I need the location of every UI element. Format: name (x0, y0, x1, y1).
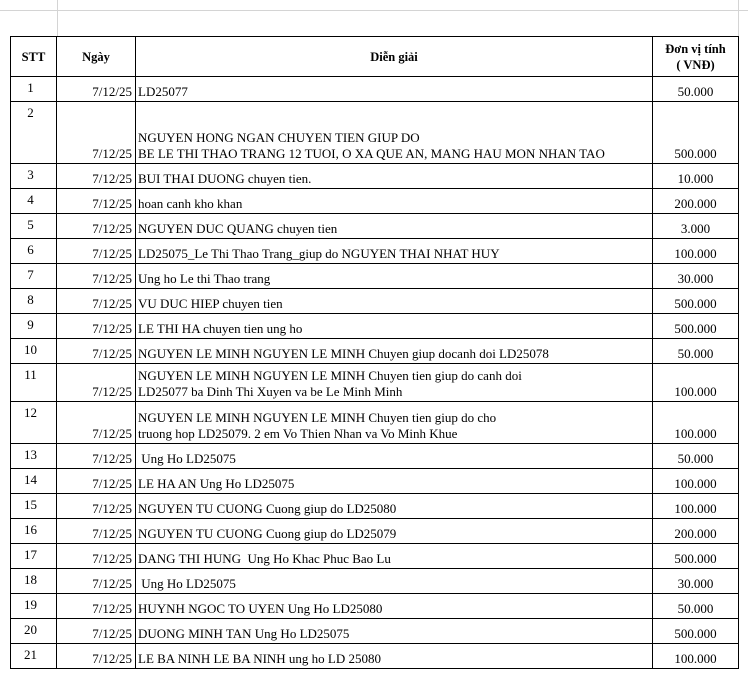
header-stt: STT (11, 37, 57, 77)
header-amount-currency: ( VNĐ) (676, 57, 715, 72)
table-row (11, 594, 739, 619)
header-amount (653, 37, 739, 77)
row-date: 7/12/25 (57, 402, 136, 444)
row-description (136, 239, 653, 264)
row-description (136, 594, 653, 619)
row-amount: 500.000 (653, 314, 739, 339)
header-row (11, 37, 739, 77)
row-description-line: BE LE THI THAO TRANG 12 TUOI, O XA QUE AN, MANG HAU MON NHAN TAO (138, 146, 605, 161)
row-date: 7/12/25 (57, 569, 136, 594)
row-amount: 50.000 (653, 444, 739, 469)
row-date: 7/12/25 (57, 644, 136, 669)
row-description-line: Ung ho Le thi Thao trang (138, 271, 271, 286)
row-description-line: DUONG MINH TAN Ung Ho LD25075 (138, 626, 350, 641)
row-stt: 4 (11, 189, 57, 214)
row-date: 7/12/25 (57, 444, 136, 469)
row-amount: 100.000 (653, 402, 739, 444)
row-stt: 15 (11, 494, 57, 519)
row-description-line: Ung Ho LD25075 (138, 576, 236, 591)
table-row (11, 469, 739, 494)
row-description-line: LE BA NINH LE BA NINH ung ho LD 25080 (138, 651, 382, 666)
spreadsheet-top-gridlines (0, 0, 748, 36)
row-amount: 500.000 (653, 619, 739, 644)
row-stt: 9 (11, 314, 57, 339)
row-date: 7/12/25 (57, 239, 136, 264)
row-amount: 100.000 (653, 469, 739, 494)
gridline (57, 0, 58, 36)
table-row (11, 264, 739, 289)
table-row (11, 214, 739, 239)
table-row (11, 189, 739, 214)
row-description (136, 402, 653, 444)
row-description-line: LE THI HA chuyen tien ung ho (138, 321, 303, 336)
row-description-line: NGUYEN DUC QUANG chuyen tien (138, 221, 338, 236)
row-description (136, 339, 653, 364)
row-amount: 100.000 (653, 644, 739, 669)
row-description (136, 644, 653, 669)
row-description-line: NGUYEN TU CUONG Cuong giup do LD25079 (138, 526, 397, 541)
row-date: 7/12/25 (57, 264, 136, 289)
row-stt: 12 (11, 402, 57, 444)
row-amount: 30.000 (653, 569, 739, 594)
row-description-line: Ung Ho LD25075 (138, 451, 236, 466)
row-date: 7/12/25 (57, 594, 136, 619)
row-description (136, 314, 653, 339)
row-description-line: truong hop LD25079. 2 em Vo Thien Nhan va Vo Minh Khue (138, 426, 458, 441)
row-stt: 5 (11, 214, 57, 239)
row-description-line: LD25077 (138, 84, 188, 99)
table-row (11, 314, 739, 339)
row-stt: 16 (11, 519, 57, 544)
header-description: Diễn giải (136, 37, 653, 77)
table-row (11, 239, 739, 264)
row-amount: 50.000 (653, 339, 739, 364)
row-amount: 10.000 (653, 164, 739, 189)
row-description-line: NGUYEN HONG NGAN CHUYEN TIEN GIUP DO (138, 130, 420, 145)
header-amount-unit: Đơn vị tính (665, 41, 726, 56)
row-description (136, 289, 653, 314)
row-description-line: NGUYEN LE MINH NGUYEN LE MINH Chuyen tien giup do canh doi (138, 368, 522, 383)
row-stt: 11 (11, 364, 57, 402)
row-stt: 17 (11, 544, 57, 569)
row-date: 7/12/25 (57, 214, 136, 239)
row-description-line: NGUYEN TU CUONG Cuong giup do LD25080 (138, 501, 397, 516)
row-date: 7/12/25 (57, 339, 136, 364)
row-date: 7/12/25 (57, 519, 136, 544)
row-description (136, 519, 653, 544)
row-stt: 13 (11, 444, 57, 469)
table-row (11, 402, 739, 444)
row-date: 7/12/25 (57, 469, 136, 494)
row-description-line: LD25075_Le Thi Thao Trang_giup do NGUYEN THAI NHAT HUY (138, 246, 500, 261)
gridline (0, 10, 748, 11)
row-description (136, 444, 653, 469)
table-row (11, 544, 739, 569)
row-amount: 50.000 (653, 77, 739, 102)
table-row (11, 444, 739, 469)
row-stt: 8 (11, 289, 57, 314)
row-description (136, 569, 653, 594)
donation-table (10, 36, 739, 669)
row-description (136, 264, 653, 289)
row-date: 7/12/25 (57, 314, 136, 339)
row-stt: 18 (11, 569, 57, 594)
table-row (11, 102, 739, 164)
row-stt: 6 (11, 239, 57, 264)
row-date: 7/12/25 (57, 77, 136, 102)
row-stt: 2 (11, 102, 57, 164)
table-row (11, 339, 739, 364)
row-description (136, 164, 653, 189)
row-stt: 3 (11, 164, 57, 189)
row-date: 7/12/25 (57, 544, 136, 569)
header-date: Ngày (57, 37, 136, 77)
table-row (11, 569, 739, 594)
row-date: 7/12/25 (57, 164, 136, 189)
row-date: 7/12/25 (57, 494, 136, 519)
table-row (11, 619, 739, 644)
row-stt: 7 (11, 264, 57, 289)
table-row (11, 494, 739, 519)
table-row (11, 519, 739, 544)
row-description (136, 619, 653, 644)
row-stt: 10 (11, 339, 57, 364)
row-description-line: LE HA AN Ung Ho LD25075 (138, 476, 295, 491)
row-description (136, 102, 653, 164)
table-row (11, 364, 739, 402)
row-description (136, 544, 653, 569)
row-description (136, 469, 653, 494)
row-amount: 200.000 (653, 189, 739, 214)
table-row (11, 289, 739, 314)
row-description-line: LD25077 ba Dinh Thi Xuyen va be Le Minh Minh (138, 384, 403, 399)
row-date: 7/12/25 (57, 619, 136, 644)
row-date: 7/12/25 (57, 289, 136, 314)
row-amount: 500.000 (653, 102, 739, 164)
row-description (136, 189, 653, 214)
table-body (11, 77, 739, 669)
row-stt: 14 (11, 469, 57, 494)
row-amount: 100.000 (653, 364, 739, 402)
row-stt: 21 (11, 644, 57, 669)
row-amount: 500.000 (653, 544, 739, 569)
row-description (136, 77, 653, 102)
row-date: 7/12/25 (57, 102, 136, 164)
row-amount: 500.000 (653, 289, 739, 314)
row-stt: 19 (11, 594, 57, 619)
row-amount: 200.000 (653, 519, 739, 544)
row-description-line: BUI THAI DUONG chuyen tien. (138, 171, 312, 186)
row-description-line: DANG THI HUNG Ung Ho Khac Phuc Bao Lu (138, 551, 391, 566)
row-description-line: HUYNH NGOC TO UYEN Ung Ho LD25080 (138, 601, 383, 616)
row-description-line: hoan canh kho khan (138, 196, 243, 211)
row-description (136, 214, 653, 239)
row-description-line: NGUYEN LE MINH NGUYEN LE MINH Chuyen giup docanh doi LD25078 (138, 346, 549, 361)
table-row (11, 77, 739, 102)
row-amount: 30.000 (653, 264, 739, 289)
row-description-line: VU DUC HIEP chuyen tien (138, 296, 283, 311)
row-stt: 20 (11, 619, 57, 644)
table-row (11, 164, 739, 189)
table-row (11, 644, 739, 669)
row-date: 7/12/25 (57, 189, 136, 214)
row-description (136, 364, 653, 402)
row-description-line: NGUYEN LE MINH NGUYEN LE MINH Chuyen tien giup do cho (138, 410, 497, 425)
row-amount: 50.000 (653, 594, 739, 619)
row-amount: 100.000 (653, 239, 739, 264)
row-description (136, 494, 653, 519)
gridline (738, 0, 739, 36)
row-date: 7/12/25 (57, 364, 136, 402)
row-amount: 100.000 (653, 494, 739, 519)
row-amount: 3.000 (653, 214, 739, 239)
row-stt: 1 (11, 77, 57, 102)
